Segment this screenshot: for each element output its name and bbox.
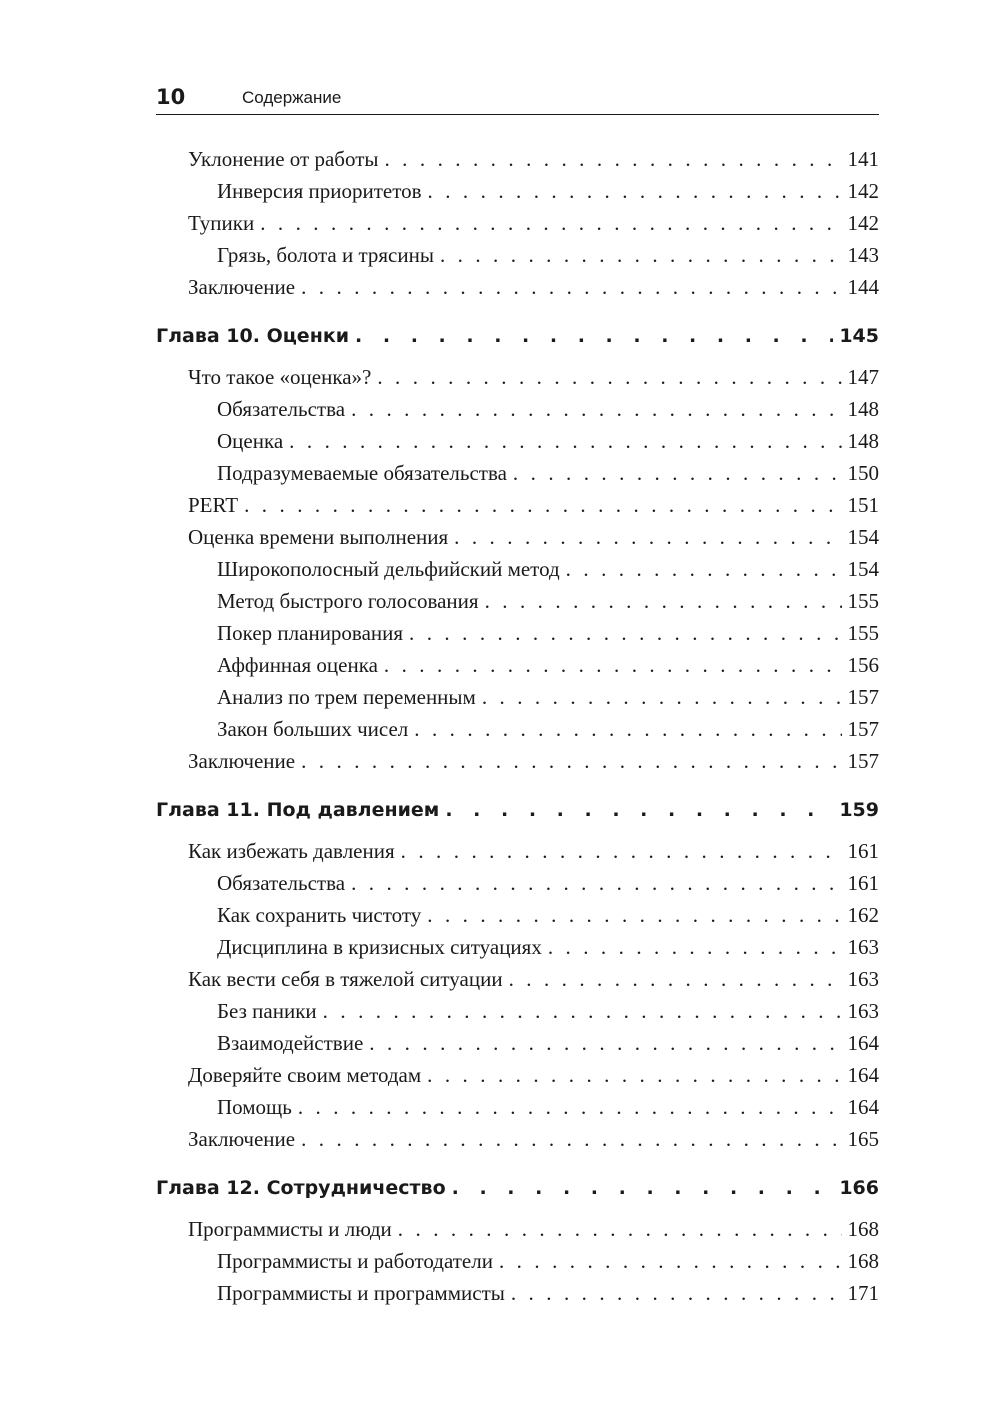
toc-entry: [217, 996, 879, 1026]
dot-leader: [482, 682, 842, 712]
running-title: Содержание: [242, 88, 342, 107]
toc-entry: [188, 836, 879, 866]
toc-chapter: [156, 1173, 879, 1203]
toc-entry-page: 163: [847, 967, 879, 991]
toc-entry: [217, 1246, 879, 1276]
dot-leader: [509, 964, 842, 994]
toc-entry: [217, 176, 879, 206]
toc-entry-title: Тупики: [188, 211, 255, 235]
page-header: [156, 84, 879, 115]
toc-entry: [188, 746, 879, 776]
toc-entry-page: 154: [847, 525, 879, 549]
dot-leader: [485, 586, 842, 616]
toc-entry-page: 141: [847, 147, 879, 171]
toc-entry-title: Как вести себя в тяжелой ситуации: [188, 967, 503, 991]
dot-leader: [548, 932, 842, 962]
toc-entry-page: 168: [847, 1217, 879, 1241]
dot-leader: [427, 900, 841, 930]
dot-leader: [401, 836, 842, 866]
toc-entry: [188, 490, 879, 520]
dot-leader: [409, 618, 841, 648]
dot-leader: [289, 426, 841, 456]
toc-entry-title: Заключение: [188, 1127, 296, 1151]
toc-entry-page: 163: [847, 999, 879, 1023]
toc-entry-page: 151: [847, 493, 879, 517]
toc-entry: [188, 272, 879, 302]
toc-entry-page: 154: [847, 557, 879, 581]
toc-entry-title: Обязательства: [217, 397, 346, 421]
toc-entry-page: 145: [839, 325, 879, 347]
toc-entry-page: 164: [847, 1095, 879, 1119]
dot-leader: [260, 208, 841, 238]
toc-entry-title: Обязательства: [217, 871, 346, 895]
dot-leader: [452, 1173, 834, 1203]
dot-leader: [384, 650, 842, 680]
toc-entry-page: 148: [847, 397, 879, 421]
toc-entry-page: 168: [847, 1249, 879, 1273]
dot-leader: [377, 362, 841, 392]
dot-leader: [414, 714, 841, 744]
toc-entry: [217, 868, 879, 898]
toc-entry-title: Что такое «оценка»?: [188, 365, 372, 389]
toc-entry-title: Анализ по трем переменным: [217, 685, 476, 709]
toc-entry: [188, 1214, 879, 1244]
toc-entry: [217, 618, 879, 648]
toc-entry-title: Глава 12. Сотрудничество: [156, 1177, 446, 1199]
toc-entry-page: 156: [847, 653, 879, 677]
dot-leader: [454, 522, 841, 552]
dot-leader: [355, 321, 833, 351]
toc-entry: [217, 900, 879, 930]
toc-entry-page: 164: [847, 1063, 879, 1087]
toc-entry-title: Глава 10. Оценки: [156, 325, 350, 347]
toc-entry: [188, 1060, 879, 1090]
dot-leader: [323, 996, 842, 1026]
toc-entry-title: Доверяйте своим методам: [188, 1063, 422, 1087]
dot-leader: [428, 176, 842, 206]
toc-entry: [188, 522, 879, 552]
toc-entry-title: Грязь, болота и трясины: [217, 243, 434, 267]
dot-leader: [351, 868, 841, 898]
toc-entry: [217, 458, 879, 488]
toc-entry-page: 143: [847, 243, 879, 267]
toc-entry: [188, 144, 879, 174]
toc-entry-page: 161: [847, 871, 879, 895]
toc-entry-title: Программисты и программисты: [217, 1281, 505, 1305]
dot-leader: [384, 144, 841, 174]
toc-entry-title: Заключение: [188, 275, 296, 299]
toc-chapter: [156, 321, 879, 351]
toc-entry-title: Аффинная оценка: [217, 653, 378, 677]
toc-entry-title: Метод быстрого голосования: [217, 589, 479, 613]
toc-entry-title: Заключение: [188, 749, 296, 773]
toc-chapter: [156, 795, 879, 825]
toc-entry: [188, 362, 879, 392]
toc-entry: [217, 682, 879, 712]
toc-entry: [217, 1092, 879, 1122]
toc-entry-page: 164: [847, 1031, 879, 1055]
toc-entry: [217, 1028, 879, 1058]
toc-entry-title: Оценка: [217, 429, 284, 453]
page-number: 10: [156, 85, 186, 109]
dot-leader: [513, 458, 842, 488]
toc-entry: [217, 394, 879, 424]
dot-leader: [440, 240, 842, 270]
toc-entry-title: Уклонение от работы: [188, 147, 379, 171]
dot-leader: [301, 746, 841, 776]
toc-entry: [188, 964, 879, 994]
toc-entry-title: Без паники: [217, 999, 317, 1023]
toc-entry-title: Глава 11. Под давлением: [156, 799, 440, 821]
toc-entry-title: Закон больших чисел: [217, 717, 409, 741]
toc-entry-page: 165: [847, 1127, 879, 1151]
dot-leader: [499, 1246, 842, 1276]
toc-entry-page: 162: [847, 903, 879, 927]
dot-leader: [301, 272, 841, 302]
toc-entry-page: 171: [847, 1281, 879, 1305]
toc-entry-title: Как сохранить чистоту: [217, 903, 422, 927]
toc-entry: [217, 426, 879, 456]
toc-entry: [217, 714, 879, 744]
toc-entry-title: Как избежать давления: [188, 839, 395, 863]
toc-entry-page: 148: [847, 429, 879, 453]
toc-entry-title: Инверсия приоритетов: [217, 179, 422, 203]
dot-leader: [566, 554, 842, 584]
toc-entry: [217, 240, 879, 270]
toc-entry-page: 159: [839, 799, 879, 821]
toc-entry: [217, 650, 879, 680]
toc-entry: [188, 208, 879, 238]
toc-entry-title: PERT: [188, 493, 239, 517]
toc-entry-page: 157: [847, 685, 879, 709]
dot-leader: [398, 1214, 842, 1244]
dot-leader: [351, 394, 841, 424]
toc-entry-title: Покер планирования: [217, 621, 404, 645]
toc-entry-title: Взаимодействие: [217, 1031, 364, 1055]
dot-leader: [427, 1060, 841, 1090]
dot-leader: [369, 1028, 841, 1058]
toc-entry-title: Оценка времени выполнения: [188, 525, 449, 549]
dot-leader: [244, 490, 841, 520]
dot-leader: [298, 1092, 842, 1122]
toc-entry-page: 161: [847, 839, 879, 863]
toc-entry: [217, 932, 879, 962]
toc-entry-title: Дисциплина в кризисных ситуациях: [217, 935, 542, 959]
toc-entry-page: 142: [847, 211, 879, 235]
toc-entry-page: 155: [847, 589, 879, 613]
toc-entry-title: Программисты и люди: [188, 1217, 392, 1241]
toc-entry-page: 142: [847, 179, 879, 203]
toc-entry-page: 147: [847, 365, 879, 389]
toc-entry-page: 155: [847, 621, 879, 645]
toc-entry: [217, 586, 879, 616]
toc-entry: [188, 1124, 879, 1154]
toc-entry-page: 157: [847, 749, 879, 773]
dot-leader: [445, 795, 833, 825]
toc-entry-page: 150: [847, 461, 879, 485]
dot-leader: [301, 1124, 841, 1154]
toc-entry: [217, 554, 879, 584]
toc-entry-title: Программисты и работодатели: [217, 1249, 493, 1273]
toc-entry-page: 166: [839, 1177, 879, 1199]
toc-entry-title: Подразумеваемые обязательства: [217, 461, 507, 485]
toc-entry-title: Широкополосный дельфийский метод: [217, 557, 560, 581]
toc-entry-page: 157: [847, 717, 879, 741]
dot-leader: [511, 1278, 842, 1308]
toc-entry: [217, 1278, 879, 1308]
toc-entry-page: 144: [847, 275, 879, 299]
toc-entry-title: Помощь: [217, 1095, 292, 1119]
toc-entry-page: 163: [847, 935, 879, 959]
